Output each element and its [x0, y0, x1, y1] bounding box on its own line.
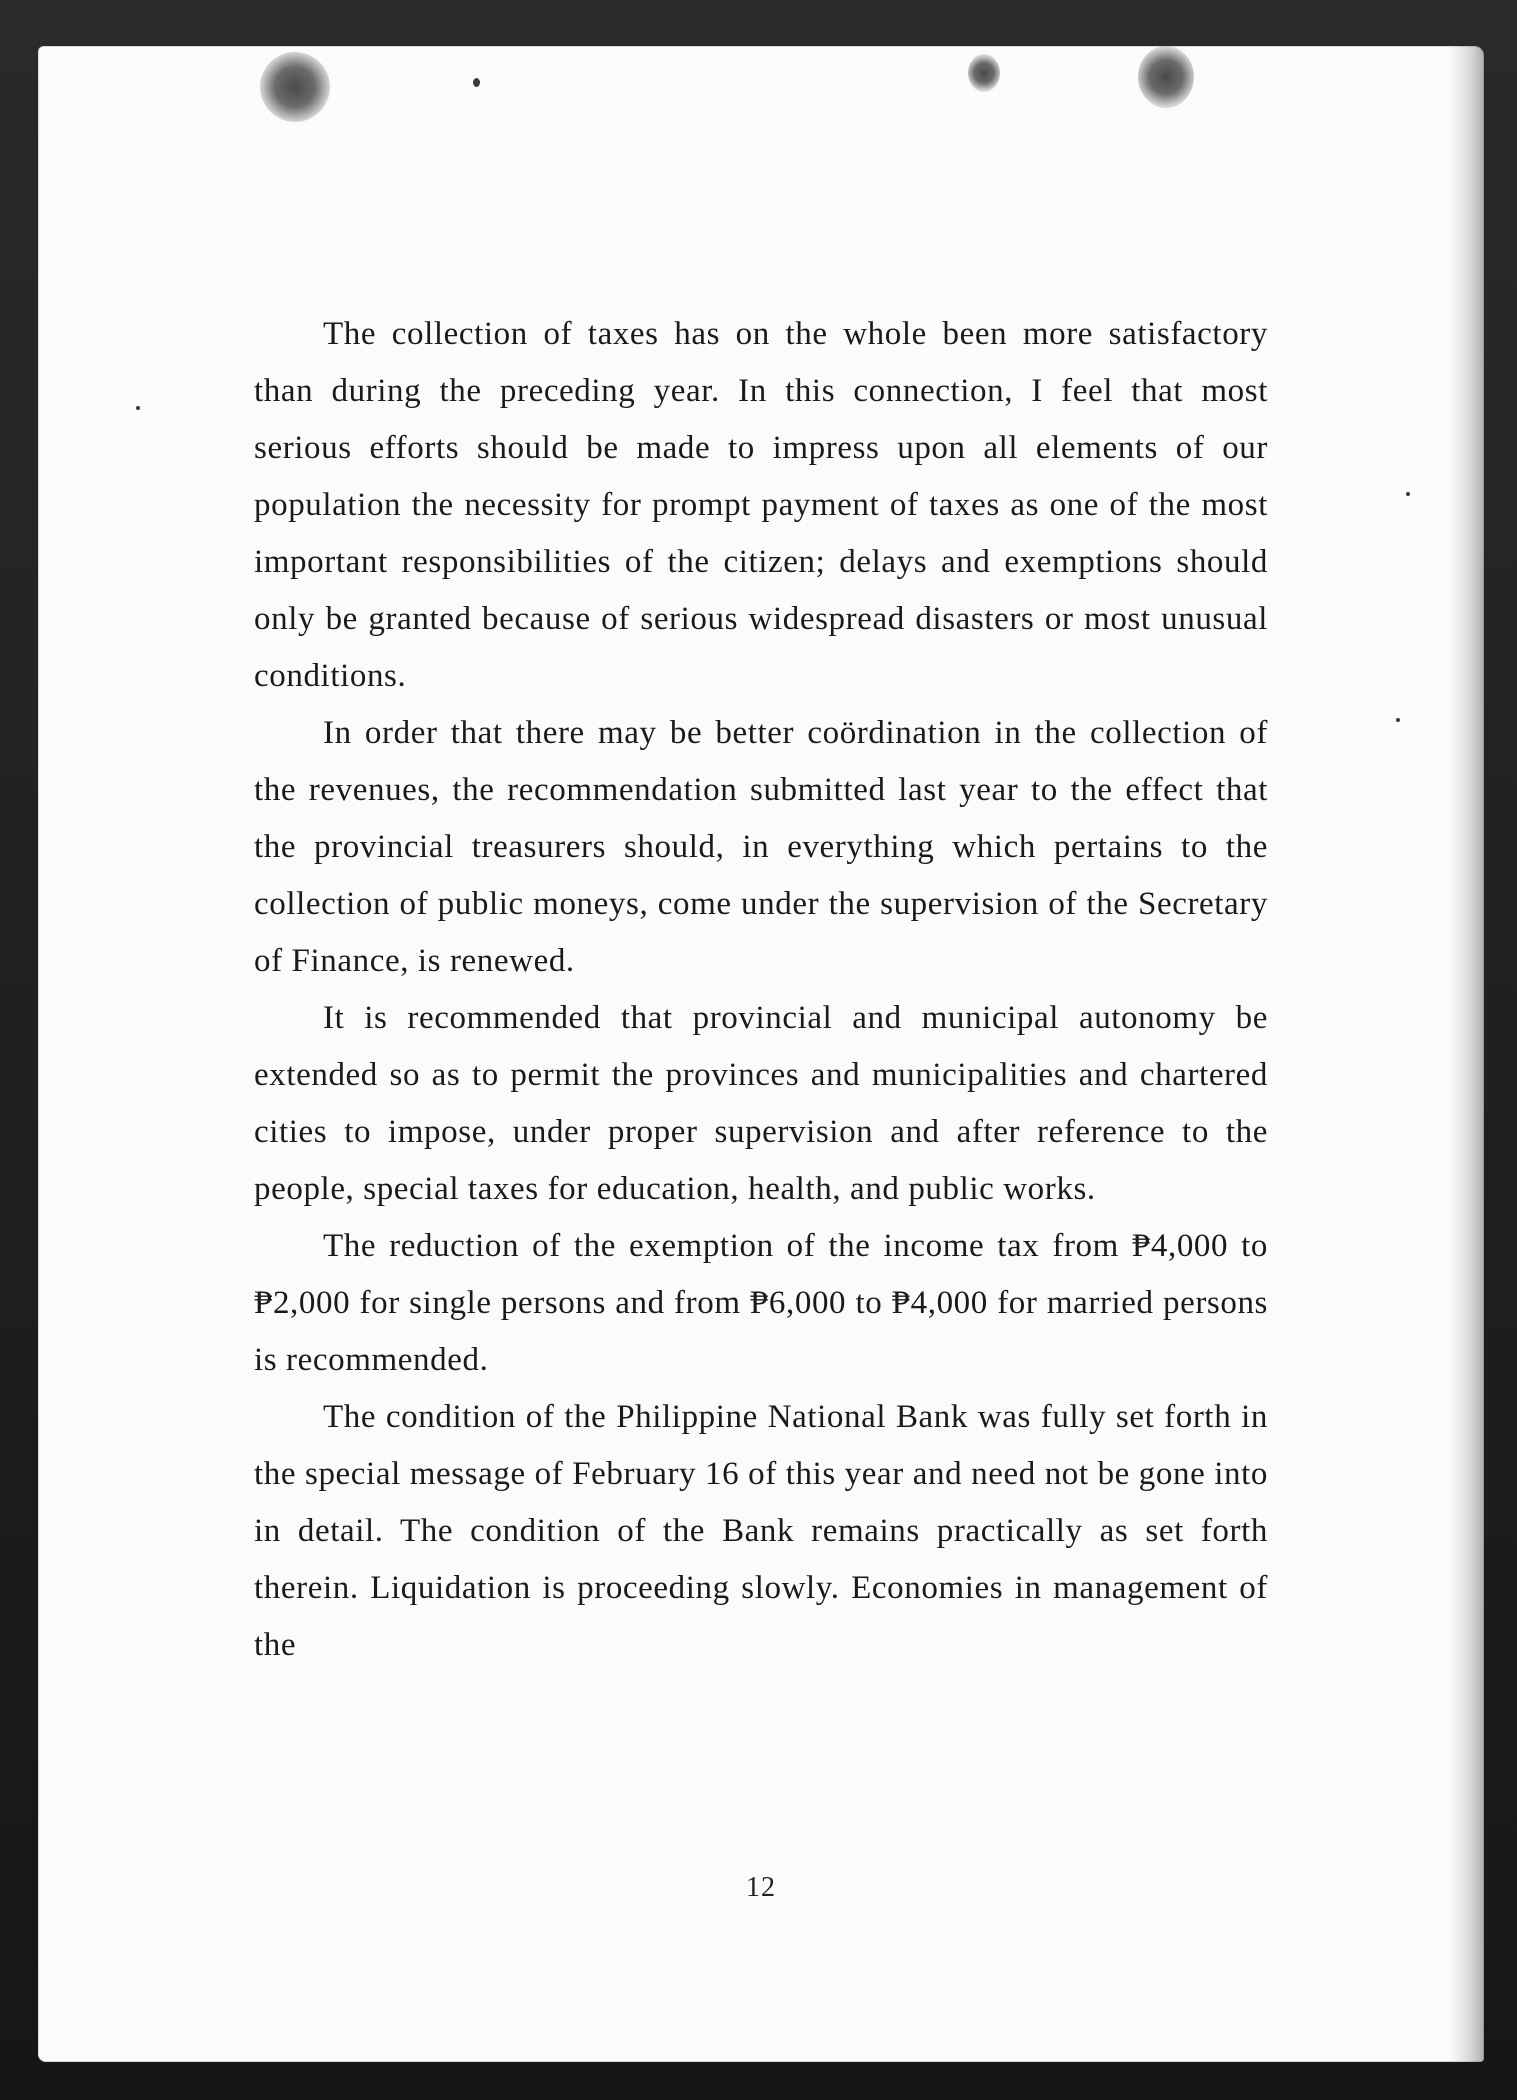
- paragraph-tax-collection: The collection of taxes has on the whole been more satisfactory than during the preceding year. In this connection, I feel that most serious efforts should be made to impress upon all elements of our population the necessity for prompt payment of taxes as one of the most important responsibilities of the citizen; delays and exemptions should only be granted because of serious widespread disasters or most unusual conditions.: [254, 316, 1268, 694]
- body-text: [254, 306, 1268, 1674]
- document-page: [38, 46, 1484, 2062]
- ink-speck: [473, 78, 480, 87]
- ink-speck: [1406, 492, 1410, 496]
- paragraph-revenue-coordination: In order that there may be better coördination in the collection of the revenues, the recommendation submitted last year to the effect that the provincial treasurers should, in everything which pertains to the collection of public moneys, come under the supervision of the Secretary of Finance, is renewed.: [254, 715, 1268, 979]
- punch-hole-center: [968, 54, 1000, 92]
- page-number: 12: [746, 1872, 776, 1903]
- paragraph-income-tax-exemption: The reduction of the exemption of the income tax from ₱4,000 to ₱2,000 for single persons and from ₱6,000 to ₱4,000 for married persons is recommended.: [254, 1228, 1268, 1378]
- paragraph-provincial-autonomy: It is recommended that provincial and municipal autonomy be extended so as to permit the provinces and municipalities and chartered cities to impose, under proper supervision and after reference to the people, special taxes for education, health, and public works.: [254, 1000, 1268, 1207]
- page-edge-shadow: [1450, 46, 1484, 2062]
- paragraph-national-bank: The condition of the Philippine National Bank was fully set forth in the special message of February 16 of this year and need not be gone into in detail. The condition of the Bank remains practically as set forth therein. Liquidation is proceeding slowly. Economies in management of the: [254, 1399, 1268, 1663]
- punch-hole-left: [260, 52, 330, 122]
- ink-speck: [136, 406, 140, 410]
- punch-hole-right: [1138, 46, 1194, 108]
- ink-speck: [1396, 718, 1400, 722]
